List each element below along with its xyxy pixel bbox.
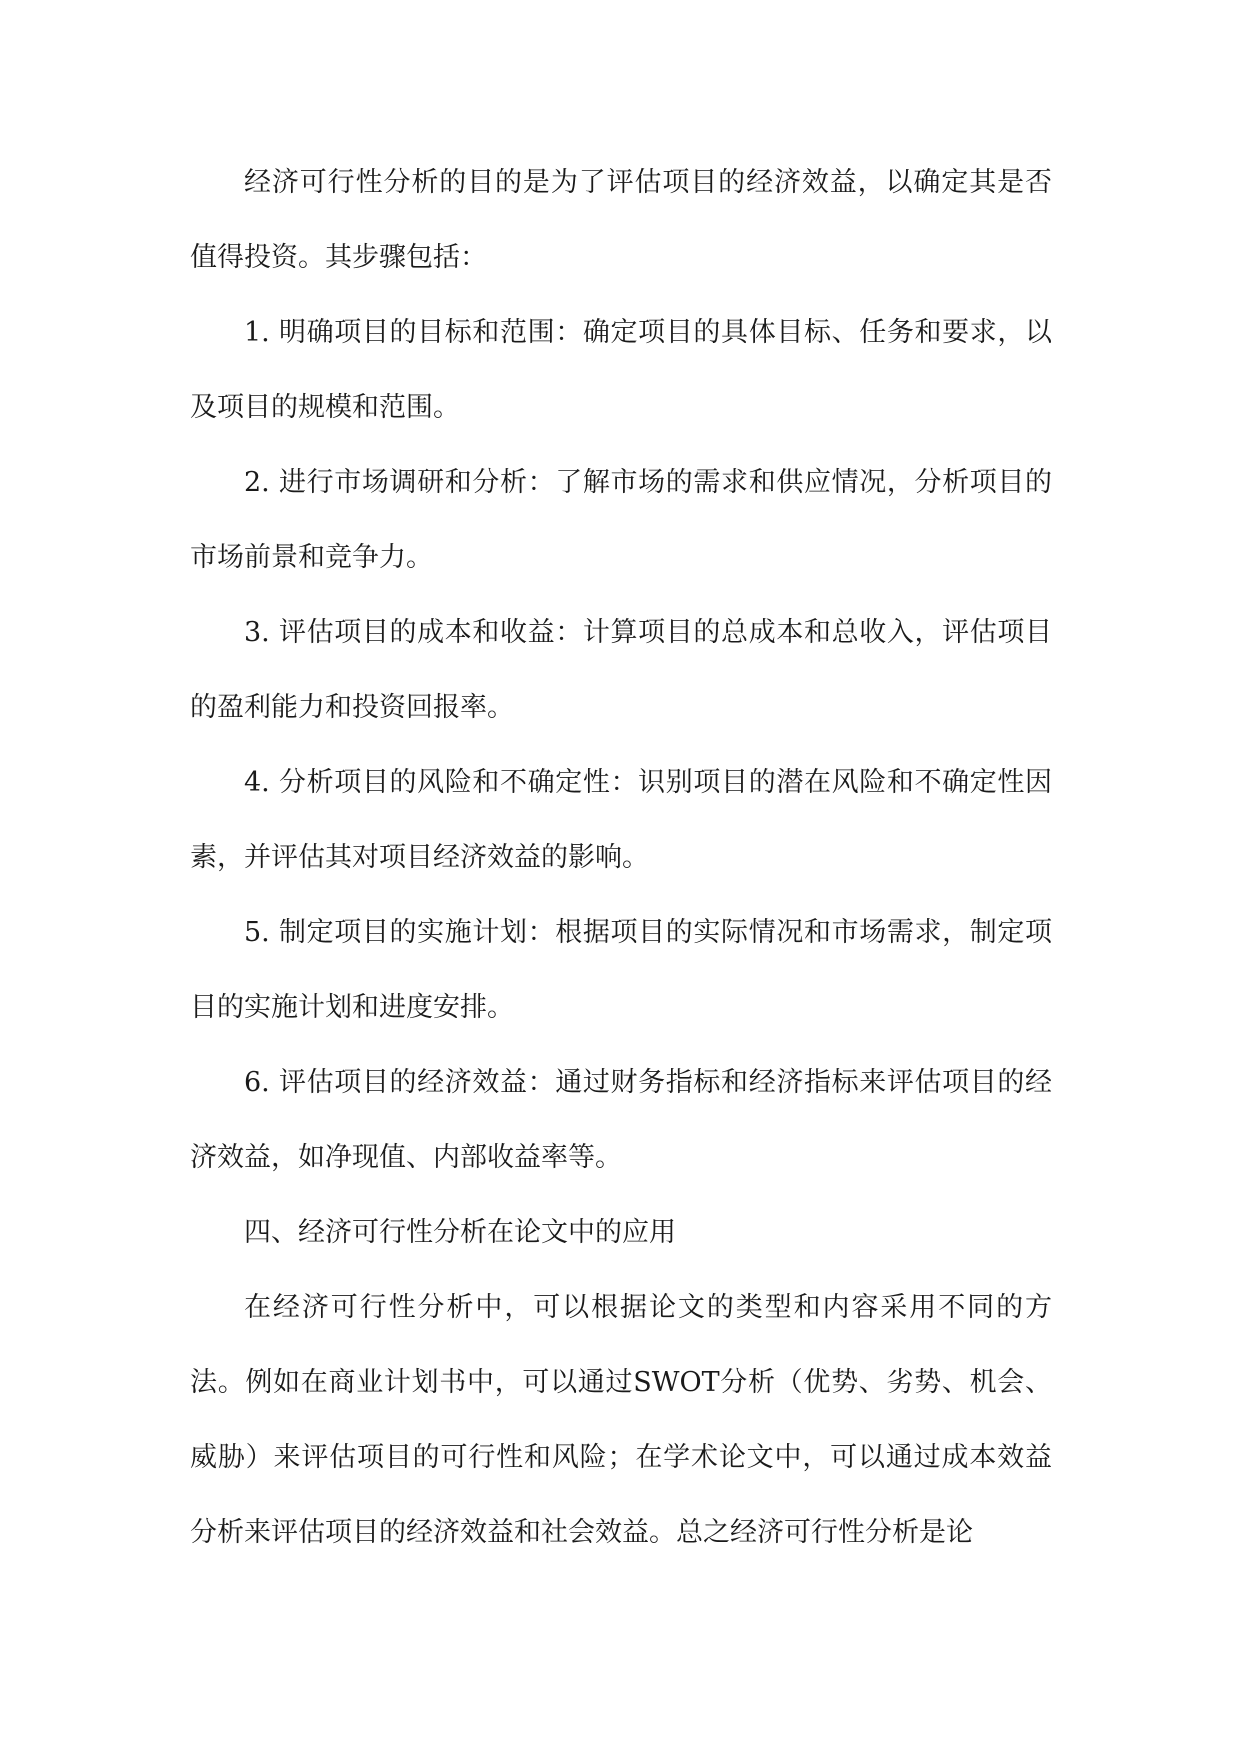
closing-paragraph: 在经济可行性分析中，可以根据论文的类型和内容采用不同的方法。例如在商业计划书中，可以通过SWOT分析（优势、劣势、机会、威胁）来评估项目的可行性和风险；在学术论文中，可以通过成本效益分析来评估项目的经济效益和社会效益。总之经济可行性分析是论 (190, 1292, 1052, 1548)
intro-paragraph: 经济可行性分析的目的是为了评估项目的经济效益，以确定其是否值得投资。其步骤包括： (190, 167, 1052, 273)
step-3-paragraph: 3. 评估项目的成本和收益：计算项目的总成本和总收入，评估项目的盈利能力和投资回报率。 (190, 617, 1052, 723)
step-2-paragraph: 2. 进行市场调研和分析：了解市场的需求和供应情况，分析项目的市场前景和竞争力。 (190, 467, 1052, 573)
section-heading: 四、经济可行性分析在论文中的应用 (244, 1217, 676, 1248)
step-4-paragraph: 4. 分析项目的风险和不确定性：识别项目的潜在风险和不确定性因素，并评估其对项目经济效益的影响。 (190, 767, 1052, 873)
document-body (190, 145, 1052, 1570)
step-6-paragraph: 6. 评估项目的经济效益：通过财务指标和经济指标来评估项目的经济效益，如净现值、内部收益率等。 (190, 1067, 1052, 1173)
step-5-paragraph: 5. 制定项目的实施计划：根据项目的实际情况和市场需求，制定项目的实施计划和进度安排。 (190, 917, 1052, 1023)
step-1-paragraph: 1. 明确项目的目标和范围：确定项目的具体目标、任务和要求，以及项目的规模和范围。 (190, 317, 1052, 423)
